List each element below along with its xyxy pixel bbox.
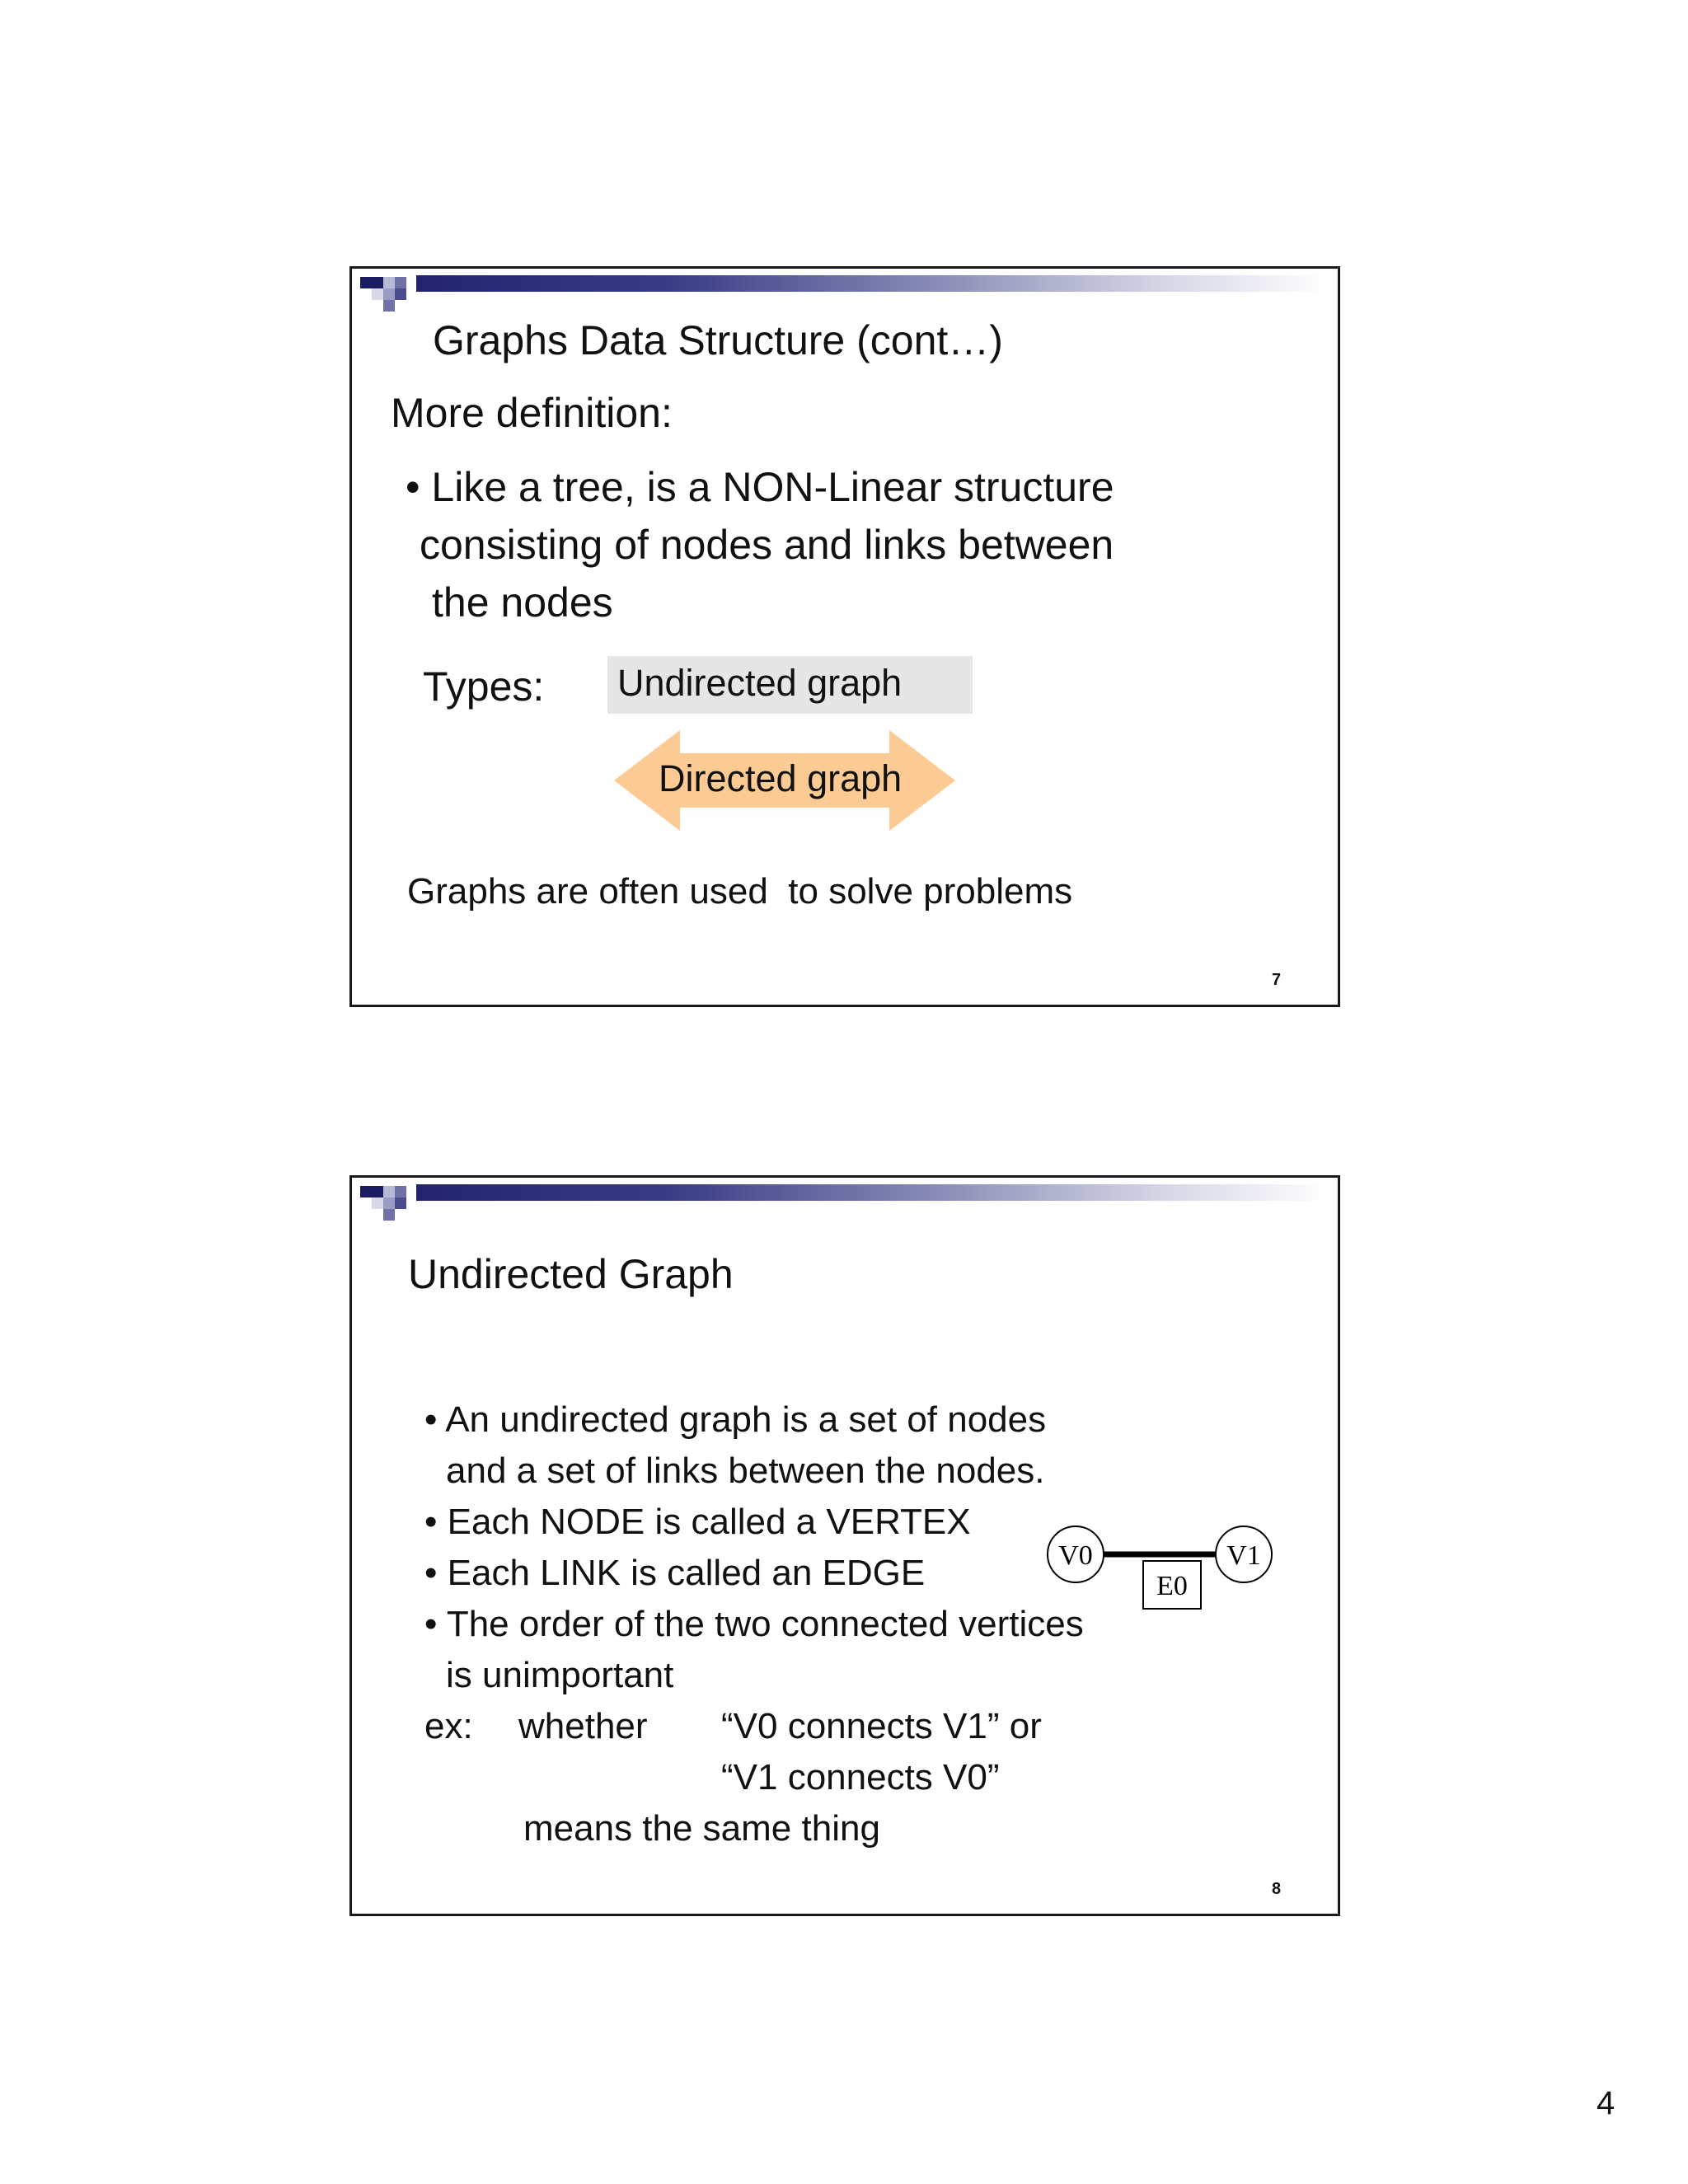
example-conclusion: means the same thing: [523, 1808, 880, 1849]
bullet-line: • The order of the two connected vertices: [424, 1604, 1084, 1644]
edge-label: E0: [1156, 1571, 1188, 1601]
bullet-line: • Each NODE is called a VERTEX: [424, 1502, 971, 1542]
document-page-number: 4: [1597, 2085, 1615, 2121]
slide-header-decoration: [352, 1178, 1338, 1219]
bullet-line: and a set of links between the nodes.: [446, 1451, 1045, 1491]
slide-title: Graphs Data Structure (cont…): [433, 317, 1003, 363]
definition-line: consisting of nodes and links between: [420, 522, 1114, 568]
directed-graph-label: Directed graph: [659, 757, 903, 799]
slide-number: 7: [1272, 971, 1282, 989]
definition-line: • Like a tree, is a NON-Linear structure: [406, 464, 1114, 510]
slide-8: [349, 1175, 1340, 1916]
usage-text: Graphs are often used to solve problems: [407, 871, 1073, 912]
slide-7: [349, 266, 1340, 1007]
undirected-graph-diagram: [1044, 1520, 1275, 1643]
example-word: whether: [518, 1706, 648, 1746]
vertex-v1-label: V1: [1226, 1540, 1261, 1571]
vertex-v0-label: V0: [1058, 1540, 1093, 1571]
slide-subtitle: More definition:: [391, 390, 673, 436]
slide-header-decoration: [352, 269, 1338, 310]
example-quote: “V1 connects V0”: [721, 1757, 1000, 1797]
bullet-line: is unimportant: [446, 1655, 674, 1695]
slide-title: Undirected Graph: [408, 1251, 734, 1297]
example-quote: “V0 connects V1” or: [721, 1706, 1042, 1746]
slide-number: 8: [1272, 1880, 1282, 1898]
definition-line: the nodes: [432, 579, 613, 626]
undirected-graph-label: Undirected graph: [617, 662, 903, 704]
types-label: Types:: [423, 663, 545, 710]
bullet-line: • An undirected graph is a set of nodes: [424, 1399, 1047, 1440]
bullet-line: • Each LINK is called an EDGE: [424, 1553, 926, 1593]
example-label: ex:: [424, 1706, 473, 1746]
